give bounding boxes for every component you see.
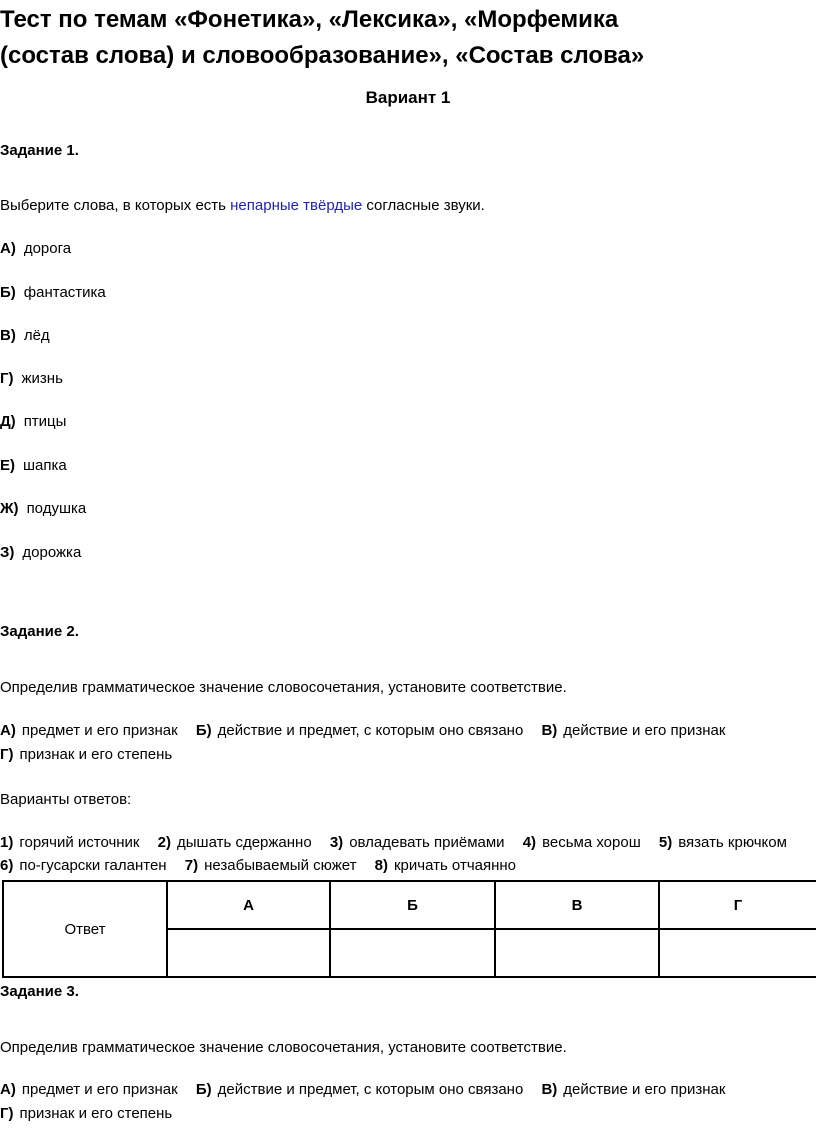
task2-answers-line2 — [0, 857, 516, 874]
answer-text: дышать сдержанно — [177, 834, 312, 851]
task1-question — [0, 197, 485, 214]
answer-col-header-g: Г — [659, 881, 816, 929]
category-letter: А) — [0, 1081, 16, 1098]
option-text: шапка — [23, 457, 67, 474]
category-text: действие и предмет, с которым оно связано — [217, 1081, 524, 1098]
task1-option — [0, 370, 63, 387]
answer-cell-g[interactable] — [659, 929, 816, 977]
task1-option — [0, 413, 66, 430]
option-letter: А) — [0, 240, 16, 257]
category-letter: Г) — [0, 746, 14, 763]
category-text: признак и его степень — [19, 1105, 173, 1122]
answer-number: 6) — [0, 857, 14, 874]
answer-number: 7) — [184, 857, 199, 874]
category-text: действие и предмет, с которым оно связано — [217, 722, 524, 739]
answer-col-header-b: Б — [330, 881, 495, 929]
category-text: действие и его признак — [563, 1081, 726, 1098]
task2-categories-line1 — [0, 722, 725, 739]
variant-label: Вариант 1 — [365, 88, 451, 107]
task3-question: Определив грамматическое значение словосочетания, установите соответствие. — [0, 1039, 567, 1056]
task3-categories-line1 — [0, 1081, 725, 1098]
task1-option — [0, 284, 106, 301]
option-letter: Д) — [0, 413, 16, 430]
task2-question: Определив грамматическое значение словосочетания, установите соответствие. — [0, 679, 567, 696]
option-letter: Б) — [0, 284, 16, 301]
task1-option — [0, 457, 67, 474]
task1-question-before: Выберите слова, в которых есть — [0, 197, 231, 214]
task1-heading: Задание 1. — [0, 142, 79, 159]
answer-number: 3) — [329, 834, 344, 851]
option-text: подушка — [26, 500, 87, 517]
task2-categories-line2 — [0, 746, 172, 763]
category-letter: В) — [541, 722, 558, 739]
answer-col-header-a: А — [167, 881, 330, 929]
task1-question-after: согласные звуки. — [362, 197, 485, 214]
option-text: дорога — [23, 240, 72, 257]
task1-option — [0, 500, 86, 517]
answer-number: 2) — [157, 834, 172, 851]
option-text: фантастика — [23, 284, 106, 301]
answer-number: 5) — [658, 834, 673, 851]
answer-text: по-гусарски галантен — [19, 857, 167, 874]
answer-number: 4) — [522, 834, 537, 851]
category-letter: В) — [541, 1081, 558, 1098]
option-letter: Ж) — [0, 500, 19, 517]
answer-text: вязать крючком — [678, 834, 787, 851]
task3-categories-line2 — [0, 1105, 172, 1122]
option-text: дорожка — [22, 544, 82, 561]
answer-col-header-v: В — [495, 881, 659, 929]
task1-option — [0, 240, 71, 257]
category-letter: Б) — [195, 722, 212, 739]
answer-text: горячий источник — [19, 834, 140, 851]
answer-text: незабываемый сюжет — [204, 857, 357, 874]
option-text: лёд — [23, 327, 50, 344]
page-title-line1: Тест по темам «Фонетика», «Лексика», «Морфемика — [0, 6, 619, 33]
answer-table — [2, 880, 816, 978]
task1-question-highlight: непарные твёрдые — [230, 197, 363, 214]
category-text: предмет и его признак — [21, 1081, 178, 1098]
category-letter: А) — [0, 722, 16, 739]
answer-text: овладевать приёмами — [349, 834, 505, 851]
task2-heading: Задание 2. — [0, 623, 79, 640]
task2-answers-line1 — [0, 834, 787, 851]
answer-number: 8) — [374, 857, 388, 874]
answer-text: весьма хорош — [542, 834, 641, 851]
task1-option — [0, 544, 81, 561]
category-text: признак и его степень — [19, 746, 173, 763]
task3-heading: Задание 3. — [0, 983, 79, 1000]
option-letter: З) — [0, 544, 15, 561]
option-letter: Г) — [0, 370, 14, 387]
answer-cell-v[interactable] — [495, 929, 659, 977]
task2-answers-label: Варианты ответов: — [0, 791, 132, 808]
option-letter: В) — [0, 327, 16, 344]
category-letter: Г) — [0, 1105, 14, 1122]
task1-option — [0, 327, 50, 344]
answer-cell-a[interactable] — [167, 929, 330, 977]
option-letter: Е) — [0, 457, 15, 474]
answer-text: кричать отчаянно — [393, 857, 517, 874]
page-title-line2: (состав слова) и словообразование», «Состав слова» — [0, 42, 645, 69]
category-letter: Б) — [195, 1081, 212, 1098]
answer-row-label: Ответ — [3, 881, 167, 977]
category-text: действие и его признак — [563, 722, 726, 739]
option-text: птицы — [23, 413, 67, 430]
answer-cell-b[interactable] — [330, 929, 495, 977]
option-text: жизнь — [21, 370, 63, 387]
category-text: предмет и его признак — [21, 722, 178, 739]
answer-number: 1) — [0, 834, 14, 851]
